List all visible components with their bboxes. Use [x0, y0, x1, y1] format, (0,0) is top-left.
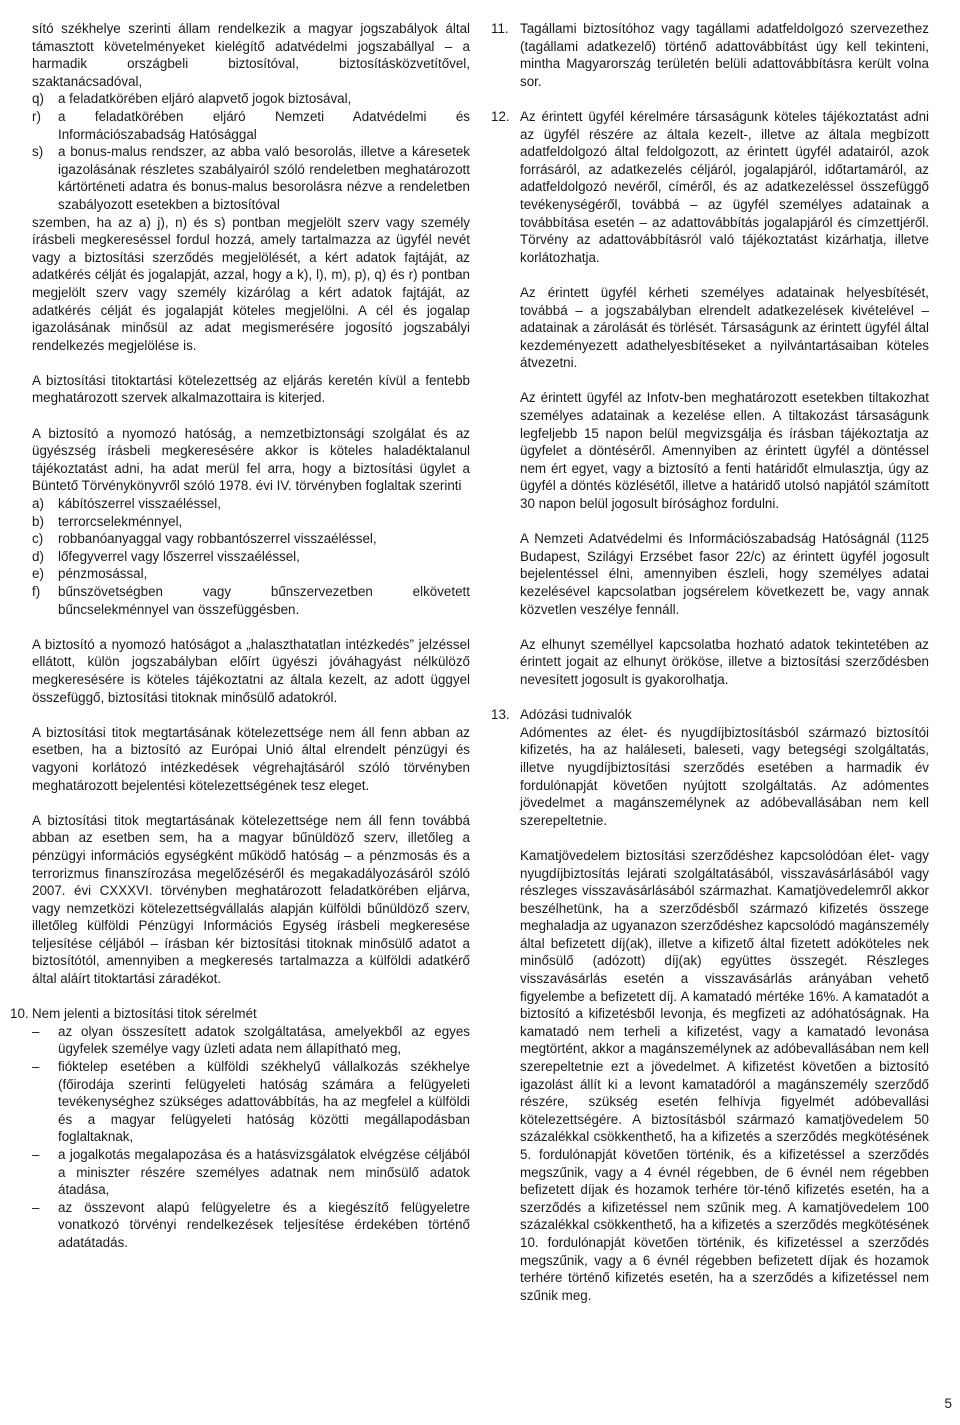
section-number: 10. — [10, 1006, 29, 1022]
list-label: a) — [32, 496, 44, 512]
right-column — [491, 20, 929, 1322]
dash-item-1 — [32, 1023, 470, 1058]
list-label: d) — [32, 548, 44, 564]
dash-item-3 — [32, 1146, 470, 1199]
list-text: bűnszövetségben vagy bűnszervezetben elkövetett bűncselekménnyel van összefüggésben. — [58, 584, 470, 617]
s12-paragraph-5: Az elhunyt személlyel kapcsolatba hozható adatok tekintetében az érintett jogait az elhunyt örököse, illetve a biztosítási szerződésben nevesített jogosult is gyakorolhatja. — [520, 636, 929, 687]
section-body: Tagállami biztosítóhoz vagy tagállami adatfeldolgozó szervezethez (tagállami adatkezelő) történő adattovábbítást úgy kell tekinteni, mintha Magyarország területén belüli adattovábbításra került volna sor. — [520, 21, 929, 89]
s12-paragraph-4: A Nemzeti Adatvédelmi és Információszabadság Hatóságnál (1125 Budapest, Szilágyi Erzsébet fasor 22/c) az érintett ügyfél jogosult bejelentéssel élni, amennyiben észleli, hogy személyes adatai kezelésével kapcsolatban jogsérelem következett be, vagy annak közvetlen veszélye fennáll. — [520, 531, 929, 617]
list-item-f — [32, 583, 470, 618]
s13-paragraph-1: Adómentes az élet- és nyugdíjbiztosításból származó biztosítói kifizetés, ha az haláleseti, baleseti, vagy betegségi szolgáltatás, illetve nyugdíjbiztosítási szerződés esetében a harmadik év fordulónapját követően nyújtott szolgáltatás. Az adómentes jövedelmet a magánszemélynek az adóbevallásában nem kell szerepeltetnie. — [520, 724, 929, 828]
list-text: kábítószerrel visszaéléssel, — [58, 496, 221, 512]
list-item-r — [32, 108, 470, 143]
section-10 — [10, 1005, 470, 1251]
dash-text: a jogalkotás megalapozása és a hatásvizsgálatok elvégzése céljából a miniszter részére személyes adatnak nem minősülő adatok átadása, — [58, 1147, 470, 1198]
list-label: f) — [32, 584, 41, 599]
list-item-e — [32, 565, 470, 583]
investigator-paragraph: A biztosító a nyomozó hatóság, a nemzetbiztonsági szolgálat és az ügyészség írásbeli megkeresésére akkor is köteles haladéktalanul tájékoztatást adni, ha adat merül fel arra, hogy a biztosítási ügylet a Büntető Törvénykönyvről szóló 1978. évi IV. törvényben foglaltak szerinti — [32, 425, 470, 494]
section-body — [520, 108, 929, 706]
foreign-paragraph: A biztosítási titok megtartásának kötelezettsége nem áll fenn továbbá abban az esetben sem, ha a magyar bűnüldöző szerv, illetőleg a pénzügyi információs egységként működő hatóság – a pénzmosás és a terrorizmus finanszírozása megelőzéséről és megakadályozásáról szóló 2007. évi CXXXVI. törvényben meghatározott feladatkörében eljárva, vagy nemzetközi kötelezettségvállalás alapján külföldi bűnüldöző szerv, illetőleg külföldi Pénzügyi Információs Egység írásbeli megkeresése teljesítése céljából – írásban kér biztosítási titoknak minősülő adatot a biztosítótól, amennyiben a megkeresés tartalmazza a külföldi adatkérő által aláírt titoktartási záradékot. — [32, 812, 470, 987]
list-text: robbanóanyaggal vagy robbantószerrel visszaéléssel, — [58, 531, 377, 547]
section-number: 12. — [491, 108, 510, 124]
list-item-d — [32, 548, 470, 566]
s12-paragraph-1: Az érintett ügyfél kérelmére társaságunk köteles tájékoztatást adni az ügyfél részére az általa kezelt-, illetve az általa megbízott adatfeldolgozó által feldolgozott, az érintett ügyfél adatairól, azok forrásáról, az adatkezelés céljáról, jogalapjáról, időtartamáról, az adatfeldolgozó nevéről, címéről, és az adatkezeléssel összefüggő tevékenységéről, továbbá – az ügyfél személyes adatainak a továbbítása esetén – az adattovábbítás jogalapjáról és címzettjéről. Törvény az adattovábbításról való tájékoztatást kizárhatja, illetve korlátozhatja. — [520, 108, 929, 265]
dash-text: az összevont alapú felügyeletre és a kiegészítő felügyeletre vonatkozó törvényi rendelkezések teljesítése érdekében történő adatátadás. — [58, 1199, 470, 1250]
crimes-list — [32, 495, 470, 618]
dash-text: az olyan összesített adatok szolgáltatása, amelyekből az egyes ügyfelek személye vagy üzleti adata nem állapítható meg, — [58, 1023, 470, 1057]
intro-paragraph: sító székhelye szerinti állam rendelkezik a magyar jogszabályok által támasztott követelményeket kielégítő adatvédelmi jogszabállyal – a harmadik országbeli biztosítóval, biztosításközvetítővel, szaktanácsadóval, — [32, 21, 470, 89]
dash-text: fióktelep esetében a külföldi székhelyű vállalkozás székhelye (főirodája szerinti felügyeleti hatóság számára a felügyeleti tevékenységhez szükséges adattovábbítás, ha az megfelel a külföldi és a magyar felügyeleti hatóság közötti megállapodásban foglaltaknak, — [58, 1059, 470, 1145]
section-title: Adózási tudnivalók — [520, 707, 632, 723]
list-item-c — [32, 530, 470, 548]
continue-paragraph: szemben, ha az a) j), n) és s) pontban megjelölt szerv vagy személy írásbeli megkereséssel fordul hozzá, amely tartalmazza az ügyfél nevét vagy a biztosítási szerződés megjelölését, a kért adatok fajtáját, az adatkérés célját és jogalapját, azzal, hogy a k), l), m), p), q) és r) pontban megjelölt szerv vagy személy kizárólag a kért adatok fajtáját, az adatkérés célját és jogalapját köteles megjelölni. A cél és jogalap igazolásának minősül az adat megismerésére jogosító jogszabályi rendelkezés megjelölése is. — [32, 214, 470, 353]
section-13 — [491, 706, 929, 1322]
section-body — [520, 706, 929, 1322]
list-label: s) — [32, 144, 44, 160]
dash-marker: – — [32, 1059, 40, 1075]
dash-item-4 — [32, 1199, 470, 1252]
list-label: c) — [32, 531, 44, 547]
section-11 — [491, 20, 929, 90]
list-text: pénzmosással, — [58, 566, 148, 582]
s12-paragraph-2: Az érintett ügyfél kérheti személyes adatainak helyesbítését, továbbá – a jogszabályban elrendelt adatkezelések kivételével – adatainak a zárolását és törlését. Társaságunk az érintett ügyfél által kezdeményezett adathelyesbítéseket a nyilvántartásaiban köteles átvezetni. — [520, 284, 929, 371]
staff-paragraph: A biztosítási titoktartási kötelezettség az eljárás keretén kívül a fentebb meghatározott szervek alkalmazottaira is kiterjed. — [32, 372, 470, 406]
section-number: 13. — [491, 707, 510, 723]
left-column — [10, 20, 470, 1252]
list-item-a — [32, 495, 470, 513]
list-item-s — [32, 143, 470, 213]
list-text: lőfegyverrel vagy lőszerrel visszaéléssel, — [58, 548, 300, 564]
section-number: 11. — [491, 21, 509, 36]
eu-paragraph: A biztosítási titok megtartásának kötelezettsége nem áll fenn abban az esetben, ha a biztosító az Európai Unió által elrendelt pénzügyi és vagyoni korlátozó intézkedések végrehajtásáról szóló törvényben meghatározott bejelentési kötelezettségének tesz eleget. — [32, 724, 470, 793]
dash-marker: – — [32, 1199, 40, 1215]
s13-paragraph-2: Kamatjövedelem biztosítási szerződéshez kapcsolódóan élet- vagy nyugdíjbiztosítás lejárati szolgáltatásából, visszavásárlásából vagy részleges visszavásárlásából származhat. Kamatjövedelemről akkor beszélhetünk, ha a szerződésből származó kifizetés összege meghaladja az ugyanazon szerződéshez kapcsolódó magánszemély által befizetett díj(ak), illetve a kifizető által fizetett adóköteles nek minősülő (adózott) díj(ak) együttes összegét. Részleges visszavásárlás esetén a visszavásárlás arányában vehető figyelembe a befizetett díj. A kamatadó mértéke 16%. A kamatadót a biztosító a kifizetésből levonja, és megfizeti az adóhatóságnak. Ha kamatadó nem terheli a kifizetést, vagy a kamatadó levonása megtörtént, akkor a magánszemélynek az adóbevallásában nem kell szerepeltetnie ezt a jövedelmet. A kifizetést követően a biztosító igazolást állít ki a levont kamatadóról a magánszemély szerződő részére, szükség esetén felhívja figyelmét adóbevallási kötelezettségére. A biztosításból származó kamatjövedelem 50 százalékkal csökkenthető, ha a kifizetés a szerződés megkötésének 5. fordulónapját követően történik, és a kifizetéssel a szerződés megszűnik, vagy a 4 évnél régebben, de 6 évnél nem régebben befizetett díjak és hozamok terhére tör-ténő kifizetés esetén, ha a szerződés a kifizetéssel nem szűnik meg. A kamatjövedelem 100 százalékkal csökkenthető, ha a kifizetés a szerződés megkötésének 10. fordulónapját követően történik, és kifizetéssel a szerződés megszűnik, vagy a 6 évnél régebben befizetett díjak és hozamok terhére történő kifizetés esetén, ha a szerződés a kifizetéssel nem szűnik meg. — [520, 847, 929, 1303]
list-text: terrorcselekménnyel, — [58, 513, 183, 529]
list-text: a bonus-malus rendszer, az abba való besorolás, illetve a káresetek igazolásának részletes szabályairól szóló rendeletben meghatározott kártörténeti adatra és bonus-malus besorolásra nézve a rendeletben szabályozott esetekben a biztosítóval — [58, 144, 470, 212]
section-body — [32, 1005, 470, 1251]
list-item-q — [32, 90, 470, 108]
list-label: q) — [32, 91, 44, 107]
dash-marker: – — [32, 1023, 40, 1039]
list-text: a feladatkörében eljáró Nemzeti Adatvédelmi és Információszabadság Hatósággal — [58, 108, 470, 142]
dash-marker: – — [32, 1147, 40, 1162]
prosecutor-paragraph: A biztosító a nyomozó hatóságot a „halaszthatatlan intézkedés” jelzéssel ellátott, külön jogszabályban előírt ügyészi jóváhagyást nélkülöző megkeresésére is köteles tájékoztatni az általa kezelt, az adott üggyel összefüggő, biztosítási titoknak minősülő adatokról. — [32, 636, 470, 705]
section-title: Nem jelenti a biztosítási titok sérelmét — [32, 1006, 257, 1022]
s12-paragraph-3: Az érintett ügyfél az Infotv-ben meghatározott esetekben tiltakozhat személyes adatainak a kezelése ellen. A tiltakozást társaságunk legfeljebb 15 napon belül megvizsgálja és írásban tájékoztatja az ügyfelet a döntéséről. Amennyiben az érintett ügyfél a döntéssel nem ért egyet, vagy a biztosító a fenti határidőt elmulasztja, úgy az ügyfél a döntés közlésétől, illetve a határidő utolsó napjától számított 30 napon belül jogosult bírósághoz fordulni. — [520, 390, 929, 512]
list-q-r-s — [32, 90, 470, 213]
page-number: 5 — [944, 1396, 952, 1411]
section-12 — [491, 108, 929, 706]
list-text: a feladatkörében eljáró alapvető jogok biztosával, — [58, 91, 352, 107]
dash-item-2 — [32, 1058, 470, 1146]
list-label: r) — [32, 108, 41, 124]
list-item-b — [32, 513, 470, 531]
list-label: b) — [32, 513, 44, 529]
list-label: e) — [32, 566, 44, 582]
